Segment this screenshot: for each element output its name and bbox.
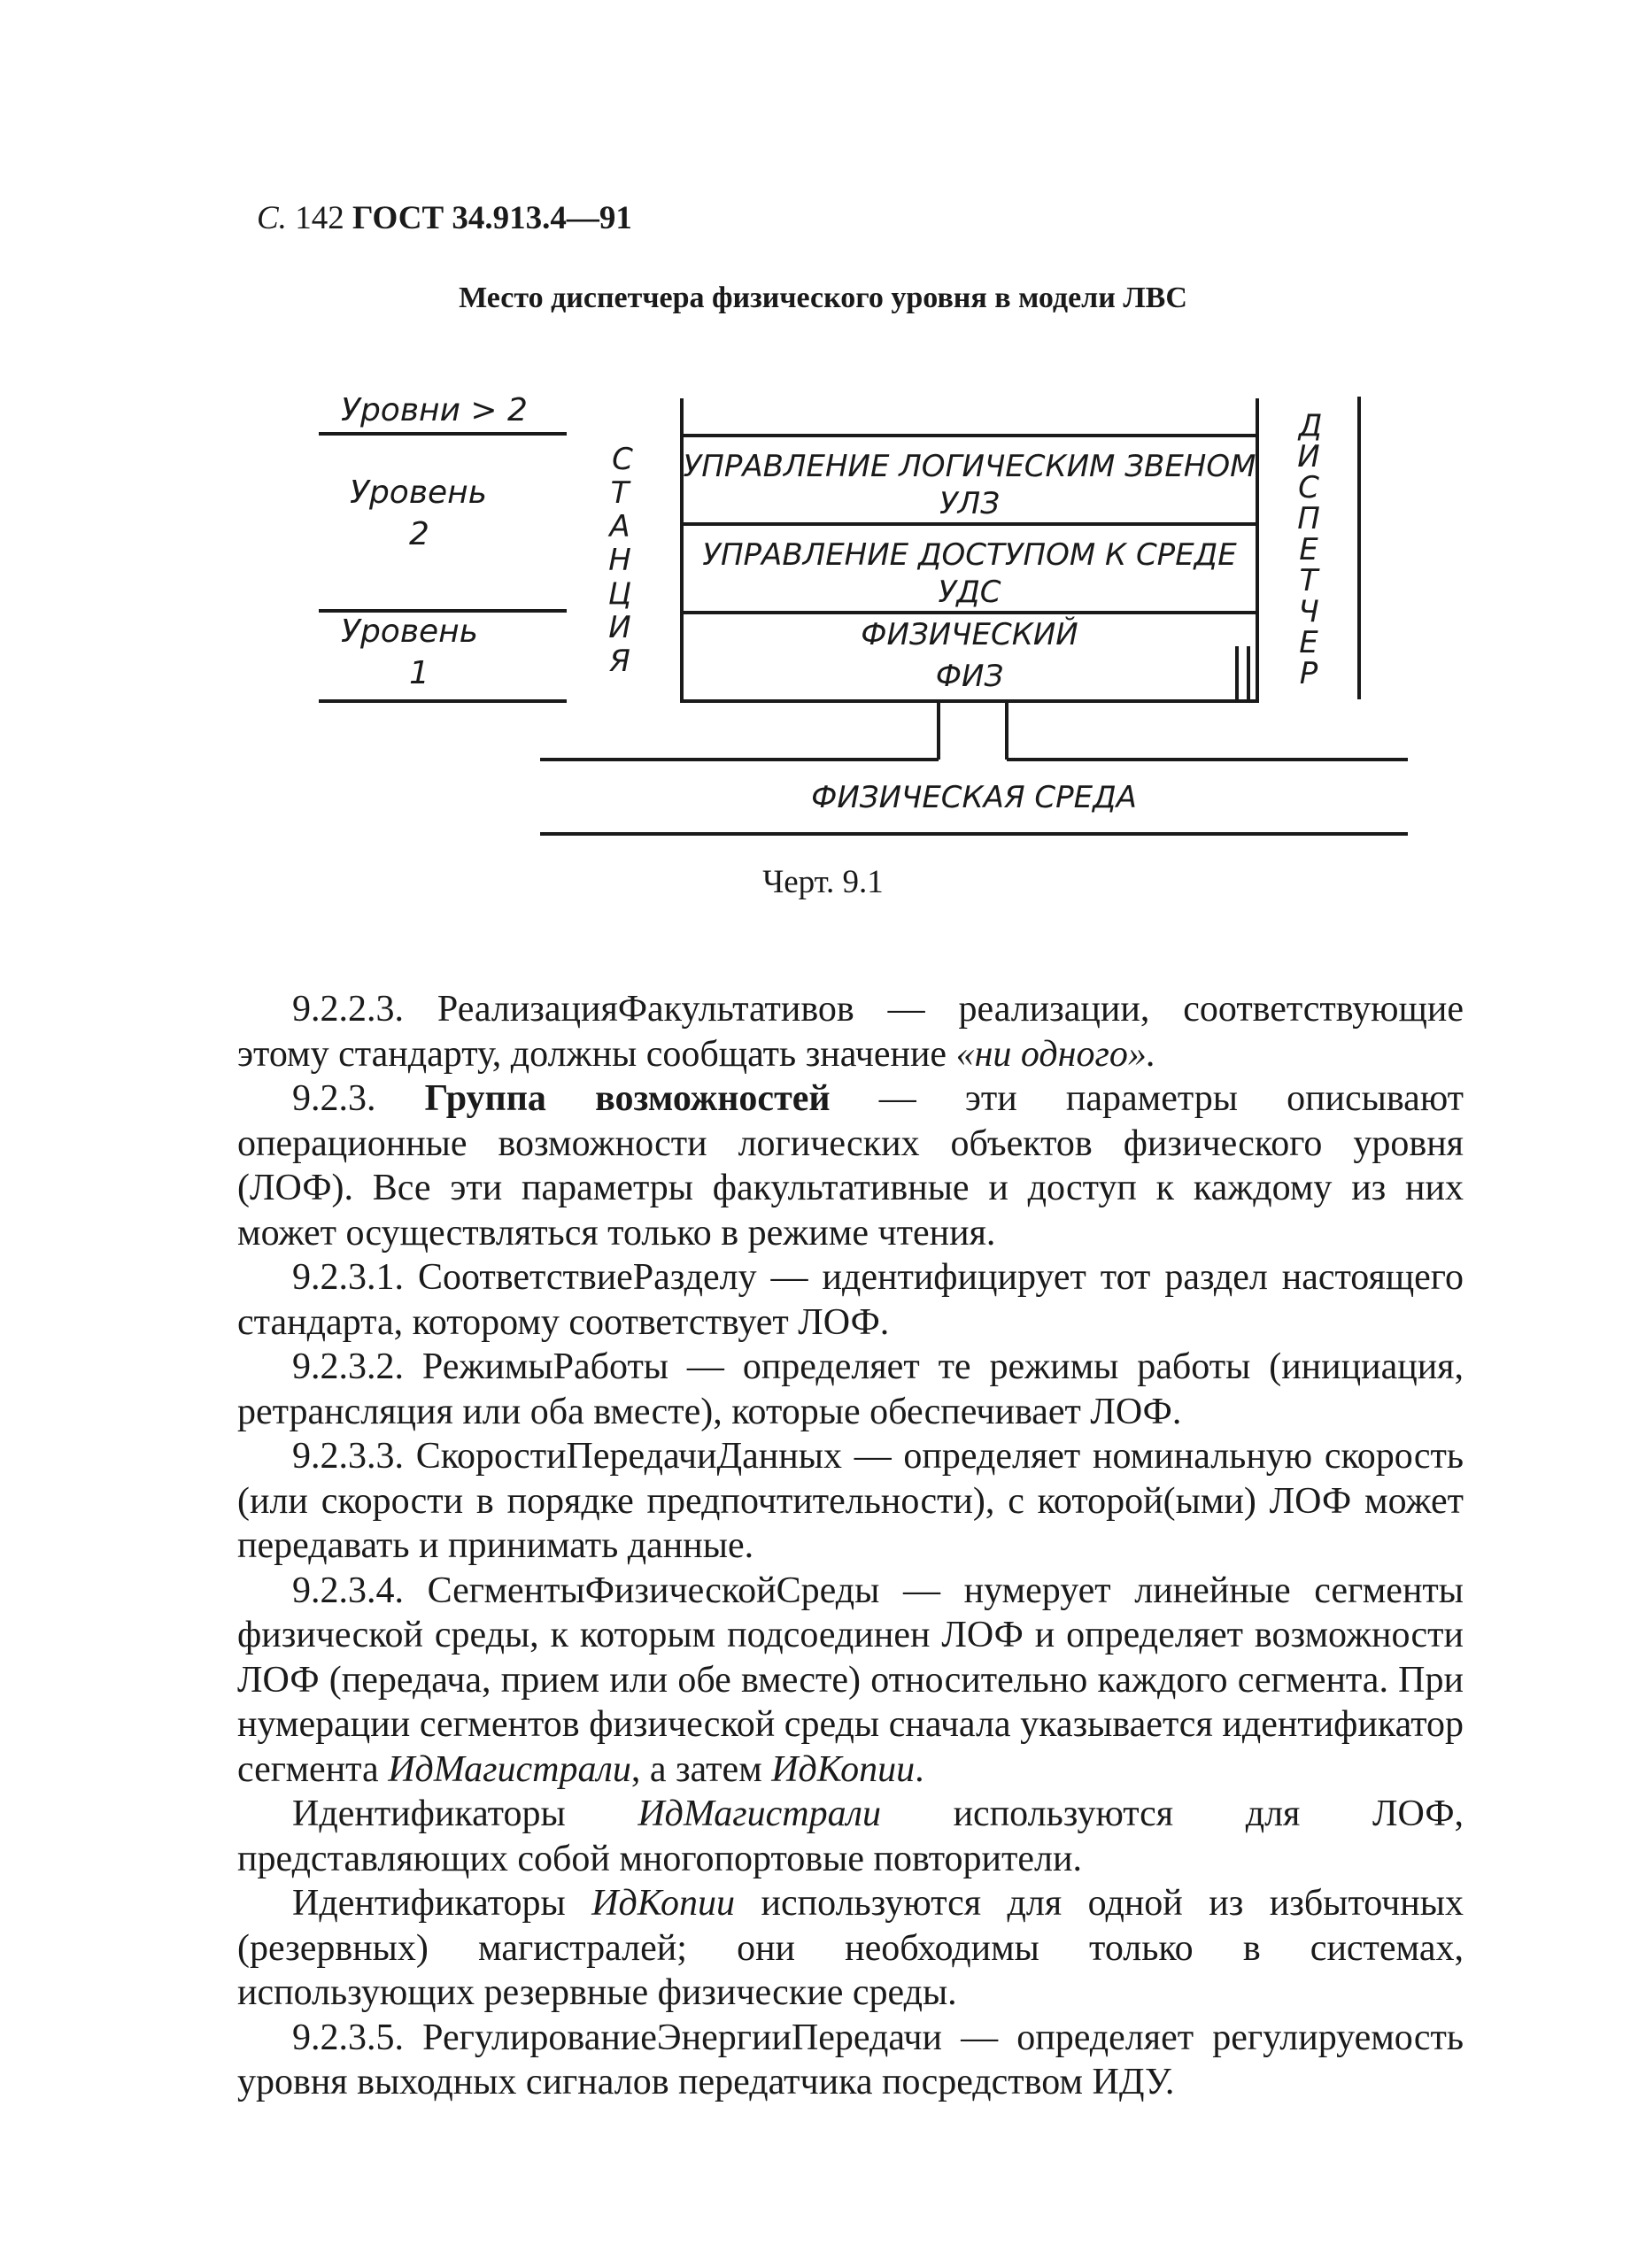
paragraph: [237, 1792, 1464, 1881]
paragraph-emphasis: «ни одного».: [955, 1033, 1156, 1075]
dispatcher-letter: Е: [1299, 532, 1318, 567]
paragraph-text: используются для одной из избыточных (резервных) магистралей; они необходимы только в системах, использующих резервные физические среды.: [237, 1883, 1464, 2013]
level-label-2: Уровень: [350, 474, 487, 511]
phy-box-title: ФИЗИЧЕСКИЙ: [861, 617, 1078, 652]
dispatcher-letter: П: [1297, 501, 1320, 536]
paragraph-text: Идентификаторы: [292, 1883, 592, 1924]
paragraph-term: Группа возможностей: [424, 1078, 831, 1119]
paragraph: 9.2.3.5. РегулированиеЭнергииПередачи — определяет регулируемость уровня выходных сигналов передатчика посредством ИДУ.: [237, 2017, 1464, 2102]
medium-label: ФИЗИЧЕСКАЯ СРЕДА: [811, 780, 1137, 815]
paragraph-emphasis: ИдМагистрали: [638, 1794, 881, 1834]
paragraph-text: используются для ЛОФ, представляющих собой многопортовые повторители.: [237, 1794, 1464, 1879]
paragraph-emphasis: ИдКопии: [771, 1748, 916, 1790]
figure-caption: Черт. 9.1: [762, 864, 884, 900]
mac-box-title: УПРАВЛЕНИЕ ДОСТУПОМ К СРЕДЕ: [702, 537, 1237, 573]
paragraph: [237, 987, 1464, 1076]
paragraph-text: , а затем: [630, 1748, 772, 1790]
level-label-upper: Уровни > 2: [341, 392, 528, 428]
level-label-1-num: 1: [409, 655, 429, 691]
dispatcher-letter: И: [1297, 439, 1320, 474]
paragraph-text: Идентификаторы: [292, 1794, 638, 1834]
paragraph-emphasis: ИдМагистрали: [388, 1748, 631, 1790]
dispatcher-letter: Ч: [1298, 594, 1319, 629]
station-letter: А: [609, 509, 630, 544]
paragraph-text: — эти параметры описывают операционные возможности логических объектов физического уровня (ЛОФ). Все эти параметры факультативные и доступ к каждому из них может осуществляться только в режиме чтения.: [237, 1078, 1464, 1254]
standard-code: ГОСТ 34.913.4—91: [352, 200, 632, 236]
dispatcher-letter: Р: [1299, 656, 1318, 691]
dispatcher-letter: Т: [1299, 563, 1318, 598]
paragraph: [237, 1881, 1464, 2016]
llc-box-title: УПРАВЛЕНИЕ ЛОГИЧЕСКИМ ЗВЕНОМ: [683, 449, 1256, 484]
paragraph-text: 9.2.3.4. СегментыФизическойСреды — нумерует линейные сегменты физической среды, к которым подсоединен ЛОФ и определяет возможности ЛОФ (передача, прием или обе вместе) относительно каждого сегмента. При нумерации сегментов физической среды сначала указывается идентификатор сегмента: [237, 1570, 1464, 1790]
llc-box-abbr: УЛЗ: [939, 486, 1001, 521]
page-number: 142: [295, 200, 344, 236]
station-letter: Т: [610, 475, 630, 511]
page-prefix: С.: [257, 200, 287, 236]
paragraph-emphasis: ИдКопии: [591, 1883, 736, 1924]
dispatcher-letter: Е: [1299, 625, 1318, 660]
station-letter: И: [608, 610, 631, 645]
paragraph-number: 9.2.3.: [292, 1078, 425, 1119]
phy-box-abbr: ФИЗ: [935, 659, 1004, 694]
paragraph: 9.2.3.1. СоответствиеРазделу — идентифицирует тот раздел настоящего стандарта, которому соответствует ЛОФ.: [237, 1257, 1464, 1343]
paragraph: 9.2.3.2. РежимыРаботы — определяет те режимы работы (инициация, ретрансляция или оба вместе), которые обеспечивает ЛОФ.: [237, 1346, 1464, 1432]
station-letter: Н: [608, 543, 631, 578]
level-label-2-num: 2: [409, 516, 429, 552]
paragraph: [237, 1076, 1464, 1255]
station-letter: Ц: [607, 576, 632, 612]
level-label-1: Уровень: [341, 613, 478, 650]
station-letter: Я: [609, 644, 630, 679]
dispatcher-letter: Д: [1298, 408, 1323, 444]
dispatcher-letter: С: [1298, 470, 1319, 505]
paragraph-text: .: [915, 1748, 924, 1790]
station-letter: С: [612, 442, 633, 477]
paragraph: 9.2.3.3. СкоростиПередачиДанных — определяет номинальную скорость (или скорости в порядке предпочтительности), с которой(ыми) ЛОФ может передавать и принимать данные.: [237, 1436, 1464, 1566]
figure-title: Место диспетчера физического уровня в модели ЛВС: [459, 282, 1187, 314]
mac-box-abbr: УДС: [938, 575, 1001, 610]
paragraph: [237, 1569, 1464, 1793]
body-text: [237, 987, 1464, 2105]
paragraph-text: 9.2.2.3. РеализацияФакультативов — реализации, соответствующие этому стандарту, должны сообщать значение: [237, 989, 1464, 1075]
